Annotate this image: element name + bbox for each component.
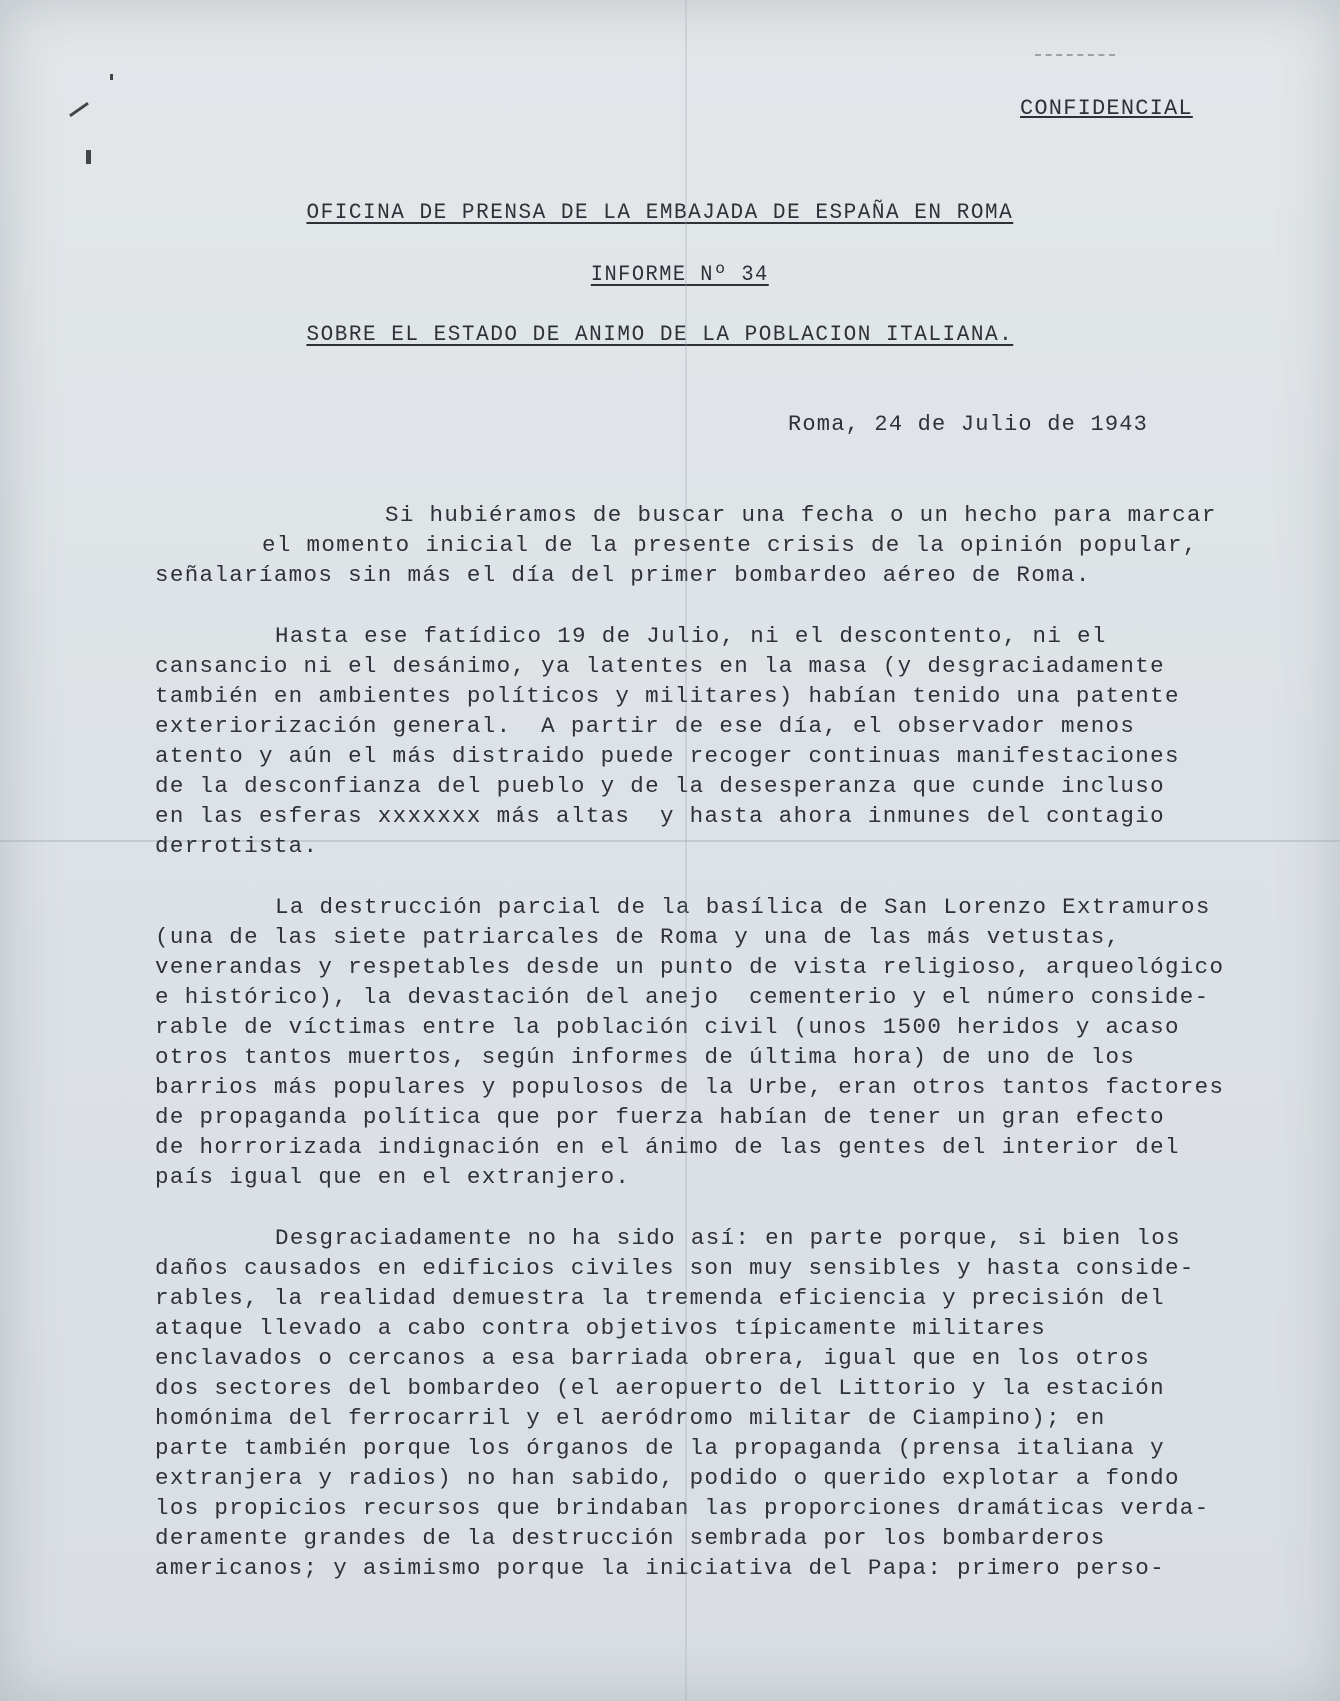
ink-mark [110,74,113,80]
body-line: también en ambientes políticos y militares) habían tenido una patente [155,683,1180,709]
body-line: cansancio ni el desánimo, ya latentes en la masa (y desgraciadamente [155,653,1165,679]
body-line: de propaganda política que por fuerza habían de tener un gran efecto [155,1104,1165,1130]
body-line: otros tantos muertos, según informes de última hora) de uno de los [155,1044,1136,1070]
body-line: atento y aún el más distraido puede recoger continuas manifestaciones [155,743,1180,769]
confidential-label: CONFIDENCIAL [1020,96,1193,121]
body-line: exteriorización general. A partir de ese día, el observador menos [155,713,1136,739]
body-line: venerandas y respetables desde un punto de vista religioso, arqueológico [155,954,1225,980]
body-line: el momento inicial de la presente crisis de la opinión popular, [262,532,1198,558]
ink-mark [86,150,91,164]
body-line: dos sectores del bombardeo (el aeropuerto del Littorio y la estación [155,1375,1165,1401]
header-dash-mark [1035,54,1115,56]
heading-report-number: INFORME Nº 34 [590,262,769,287]
body-line: en las esferas xxxxxxx más altas y hasta ahora inmunes del contagio [155,803,1165,829]
heading-office: OFICINA DE PRENSA DE LA EMBAJADA DE ESPAÑA EN ROMA [306,200,1014,225]
body-line: país igual que en el extranjero. [155,1164,631,1190]
body-line: barrios más populares y populosos de la Urbe, eran otros tantos factores [155,1074,1225,1100]
body-line: enclavados o cercanos a esa barriada obrera, igual que en los otros [155,1345,1151,1371]
body-line: rables, la realidad demuestra la tremenda eficiencia y precisión del [155,1285,1165,1311]
body-line: daños causados en edificios civiles son muy sensibles y hasta conside- [155,1255,1195,1281]
body-line: La destrucción parcial de la basílica de San Lorenzo Extramuros [275,894,1211,920]
body-line: Desgraciadamente no ha sido así: en parte porque, si bien los [275,1225,1181,1251]
body-line: rable de víctimas entre la población civil (unos 1500 heridos y acaso [155,1014,1180,1040]
body-line: Si hubiéramos de buscar una fecha o un hecho para marcar [385,502,1217,528]
heading-subject: SOBRE EL ESTADO DE ANIMO DE LA POBLACION ITALIANA. [306,322,1014,347]
body-line: (una de las siete patriarcales de Roma y una de las más vetustas, [155,924,1121,950]
body-line: Hasta ese fatídico 19 de Julio, ni el descontento, ni el [275,623,1107,649]
body-line: homónima del ferrocarril y el aeródromo militar de Ciampino); en [155,1405,1106,1431]
ink-mark [69,102,89,117]
body-line: americanos; y asimismo porque la iniciativa del Papa: primero perso- [155,1555,1165,1581]
date-line: Roma, 24 de Julio de 1943 [788,412,1149,437]
body-line: los propicios recursos que brindaban las proporciones dramáticas verda- [155,1495,1210,1521]
body-line: extranjera y radios) no han sabido, podido o querido explotar a fondo [155,1465,1180,1491]
body-line: de la desconfianza del pueblo y de la desesperanza que cunde incluso [155,773,1165,799]
body-line: ataque llevado a cabo contra objetivos típicamente militares [155,1315,1047,1341]
body-line: e histórico), la devastación del anejo cementerio y el número conside- [155,984,1210,1010]
body-line: deramente grandes de la destrucción sembrada por los bombarderos [155,1525,1106,1551]
body-line: derrotista. [155,833,319,859]
body-line: señalaríamos sin más el día del primer bombardeo aéreo de Roma. [155,562,1091,588]
body-line: parte también porque los órganos de la propaganda (prensa italiana y [155,1435,1165,1461]
body-line: de horrorizada indignación en el ánimo de las gentes del interior del [155,1134,1180,1160]
